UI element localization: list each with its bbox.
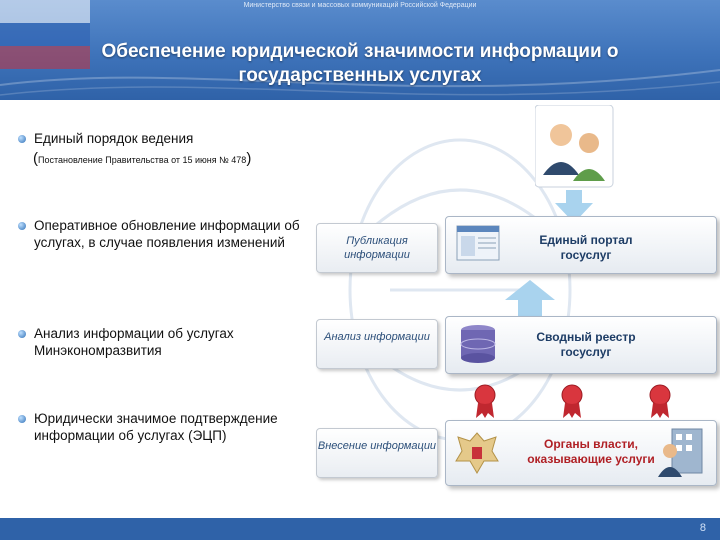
bullet-dot-icon	[18, 135, 26, 143]
bullet-text: Юридически значимое подтверждение информации об услугах (ЭЦП)	[34, 411, 278, 443]
header-banner	[0, 0, 720, 100]
process-label: Публикация информации	[344, 235, 410, 261]
process-label: Анализ информации	[324, 331, 430, 343]
bullet-note: Постановление Правительства от 15 июня № 478	[38, 155, 247, 165]
bullet-dot-icon	[18, 330, 26, 338]
bullet-dot-icon	[18, 222, 26, 230]
bullet-text: Анализ информации об услугах Минэкономразвития	[34, 326, 234, 358]
process-label: Внесение информации	[317, 440, 437, 452]
bullet-text: Единый порядок ведения	[34, 131, 194, 146]
seal-icon	[562, 385, 582, 418]
page-number: 8	[699, 522, 706, 534]
process-card-analyze	[316, 319, 438, 369]
process-card-input	[316, 428, 438, 478]
official-building-icon	[658, 427, 706, 479]
database-icon	[458, 323, 498, 367]
panel-label: Единый портал госуслуг	[539, 233, 633, 262]
panel-label: Сводный реестр госуслуг	[536, 330, 636, 359]
footer-bar	[0, 518, 720, 540]
bullet-dot-icon	[18, 415, 26, 423]
coat-of-arms-icon	[452, 427, 502, 477]
seal-icon	[650, 385, 670, 418]
digital-signature-seals	[470, 380, 700, 420]
seal-icon	[475, 385, 495, 418]
arrow-up-to-portal	[490, 280, 570, 320]
browser-window-icon	[456, 225, 500, 265]
ministry-name: Министерство связи и массовых коммуникаций Российской Федерации	[243, 2, 477, 9]
panel-label: Органы власти, оказывающие услуги	[527, 437, 655, 466]
authorities-panel	[445, 420, 717, 486]
bullet-text: Оперативное обновление информации об услугах, в случае появления изменений	[34, 218, 300, 250]
page-title: Обеспечение юридической значимости информации о государственных услугах	[101, 41, 619, 86]
portal-panel	[445, 216, 717, 274]
process-card-publish	[316, 223, 438, 273]
registry-panel	[445, 316, 717, 374]
arrow-down-to-portal	[535, 105, 615, 225]
